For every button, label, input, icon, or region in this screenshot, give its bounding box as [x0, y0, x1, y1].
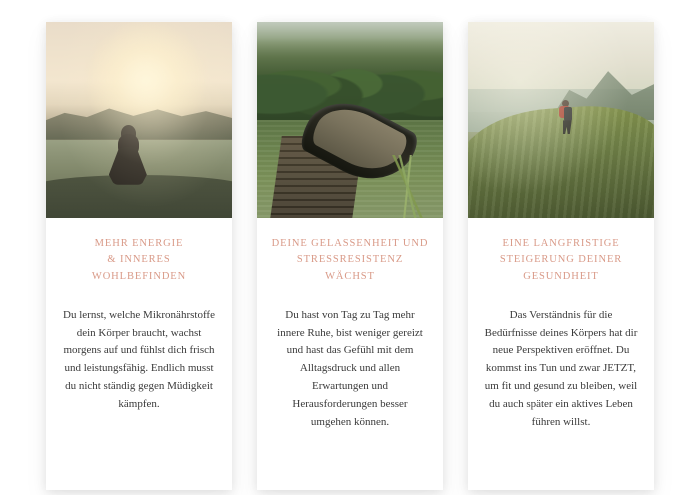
card-title — [271, 236, 429, 285]
benefit-card — [46, 22, 232, 490]
meditation-photo-illustration — [46, 22, 232, 218]
card-body — [257, 218, 443, 490]
card-title-line: & INNERES — [107, 254, 171, 266]
card-title-line: STEIGERUNG DEINER — [499, 254, 623, 266]
card-image-meditation — [46, 22, 232, 218]
card-image-canoe — [257, 22, 443, 218]
card-title-line: STRESSRESISTENZ — [296, 254, 404, 266]
card-title — [60, 236, 218, 285]
sun-glow-overlay — [46, 22, 232, 218]
card-title-line: DEINE GELASSENHEIT UND — [271, 238, 429, 249]
canoe-photo-illustration — [257, 22, 443, 218]
card-title — [482, 236, 640, 285]
benefit-card — [257, 22, 443, 490]
card-title-line: WOHLBEFINDEN — [91, 270, 187, 282]
card-title-line: EINE LANGFRISTIGE — [502, 238, 620, 249]
card-text: Das Verständnis für die Bedürfnisse deines Körpers hat dir neue Perspektiven eröffnet. Du kommst ins Tun und zwar JETZT, um fit und gesund zu bleiben, weil du auch später ein aktives Leben führen willst. — [484, 308, 638, 428]
card-body — [468, 218, 654, 490]
card-image-hiker — [468, 22, 654, 218]
hiker-photo-illustration — [468, 22, 654, 218]
card-title-line: WÄCHST — [325, 270, 375, 282]
card-text: Du hast von Tag zu Tag mehr innere Ruhe, bist weniger gereizt und hast das Gefühl mit dem Alltagsdruck und allen Erwartungen und Herausforderungen besser umgehen können. — [277, 308, 423, 428]
card-title-line: GESUNDHEIT — [523, 270, 599, 282]
card-text: Du lernst, welche Mikronährstoffe dein Körper braucht, wachst morgens auf und fühlst dich frisch und leistungsfähig. Endlich musst du nicht ständig gegen Müdigkeit kämpfen. — [63, 308, 215, 410]
card-title-line: MEHR ENERGIE — [94, 238, 184, 249]
benefit-card — [468, 22, 654, 490]
card-grid — [46, 22, 654, 490]
reeds-shape — [376, 155, 439, 218]
card-body — [46, 218, 232, 490]
haze-overlay — [468, 22, 654, 218]
